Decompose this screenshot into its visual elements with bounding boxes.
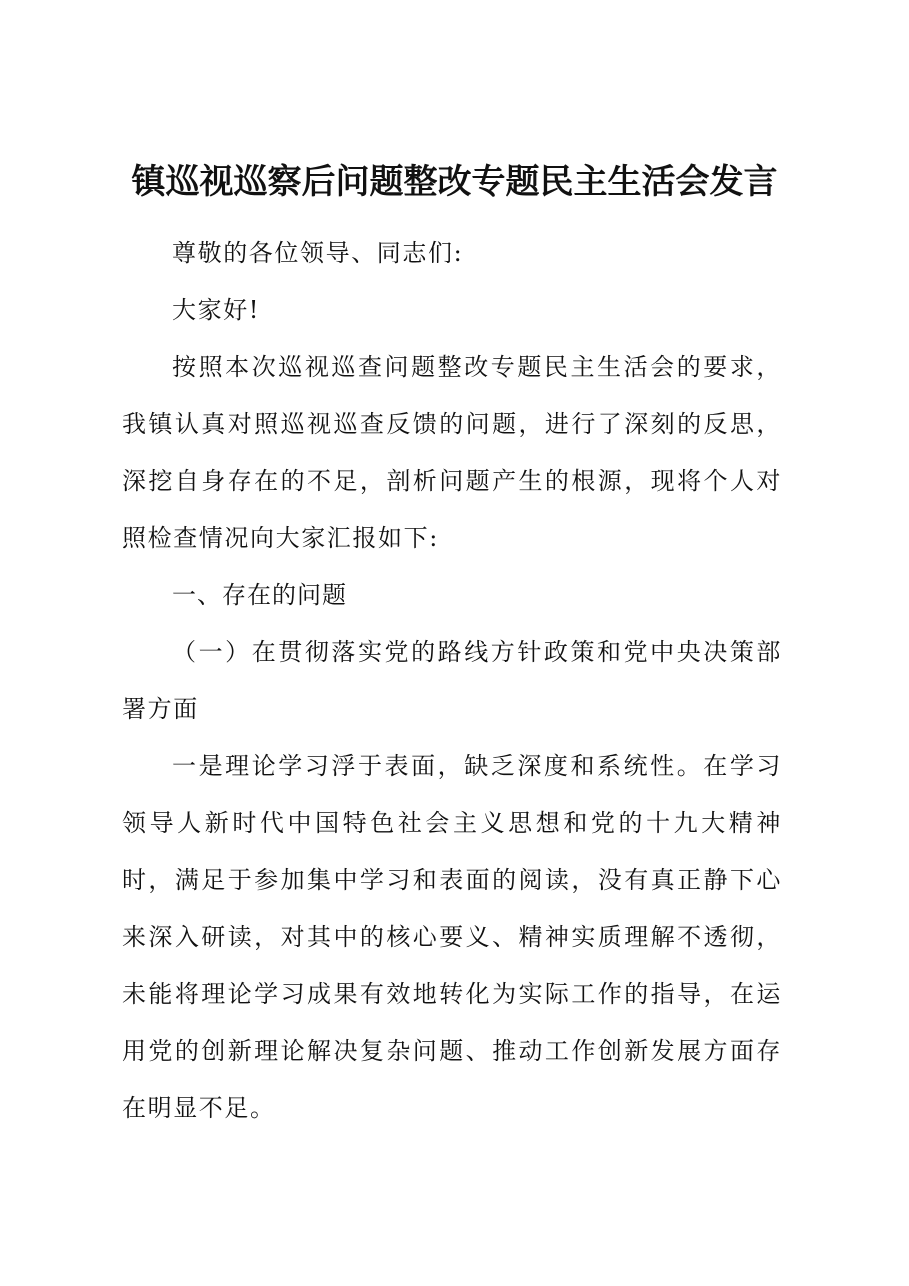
section-heading: 一、存在的问题: [172, 581, 347, 609]
subsection-heading: （一）在贯彻落实党的路线方针政策和党中央决策部署方面: [122, 638, 782, 723]
document-body: [122, 225, 782, 1137]
greeting: 大家好!: [172, 296, 261, 324]
salutation: 尊敬的各位领导、同志们:: [172, 239, 464, 267]
intro-paragraph: 按照本次巡视巡查问题整改专题民主生活会的要求，我镇认真对照巡视巡查反馈的问题，进行了深刻的反思，深挖自身存在的不足，剖析问题产生的根源，现将个人对照检查情况向大家汇报如下:: [122, 353, 782, 552]
body-paragraph: 一是理论学习浮于表面，缺乏深度和系统性。在学习领导人新时代中国特色社会主义思想和党的十九大精神时，满足于参加集中学习和表面的阅读，没有真正静下心来深入研读，对其中的核心要义、精神实质理解不透彻，未能将理论学习成果有效地转化为实际工作的指导，在运用党的创新理论解决复杂问题、推动工作创新发展方面存在明显不足。: [122, 752, 782, 1122]
document-title: 镇巡视巡察后问题整改专题民主生活会发言: [131, 162, 778, 202]
